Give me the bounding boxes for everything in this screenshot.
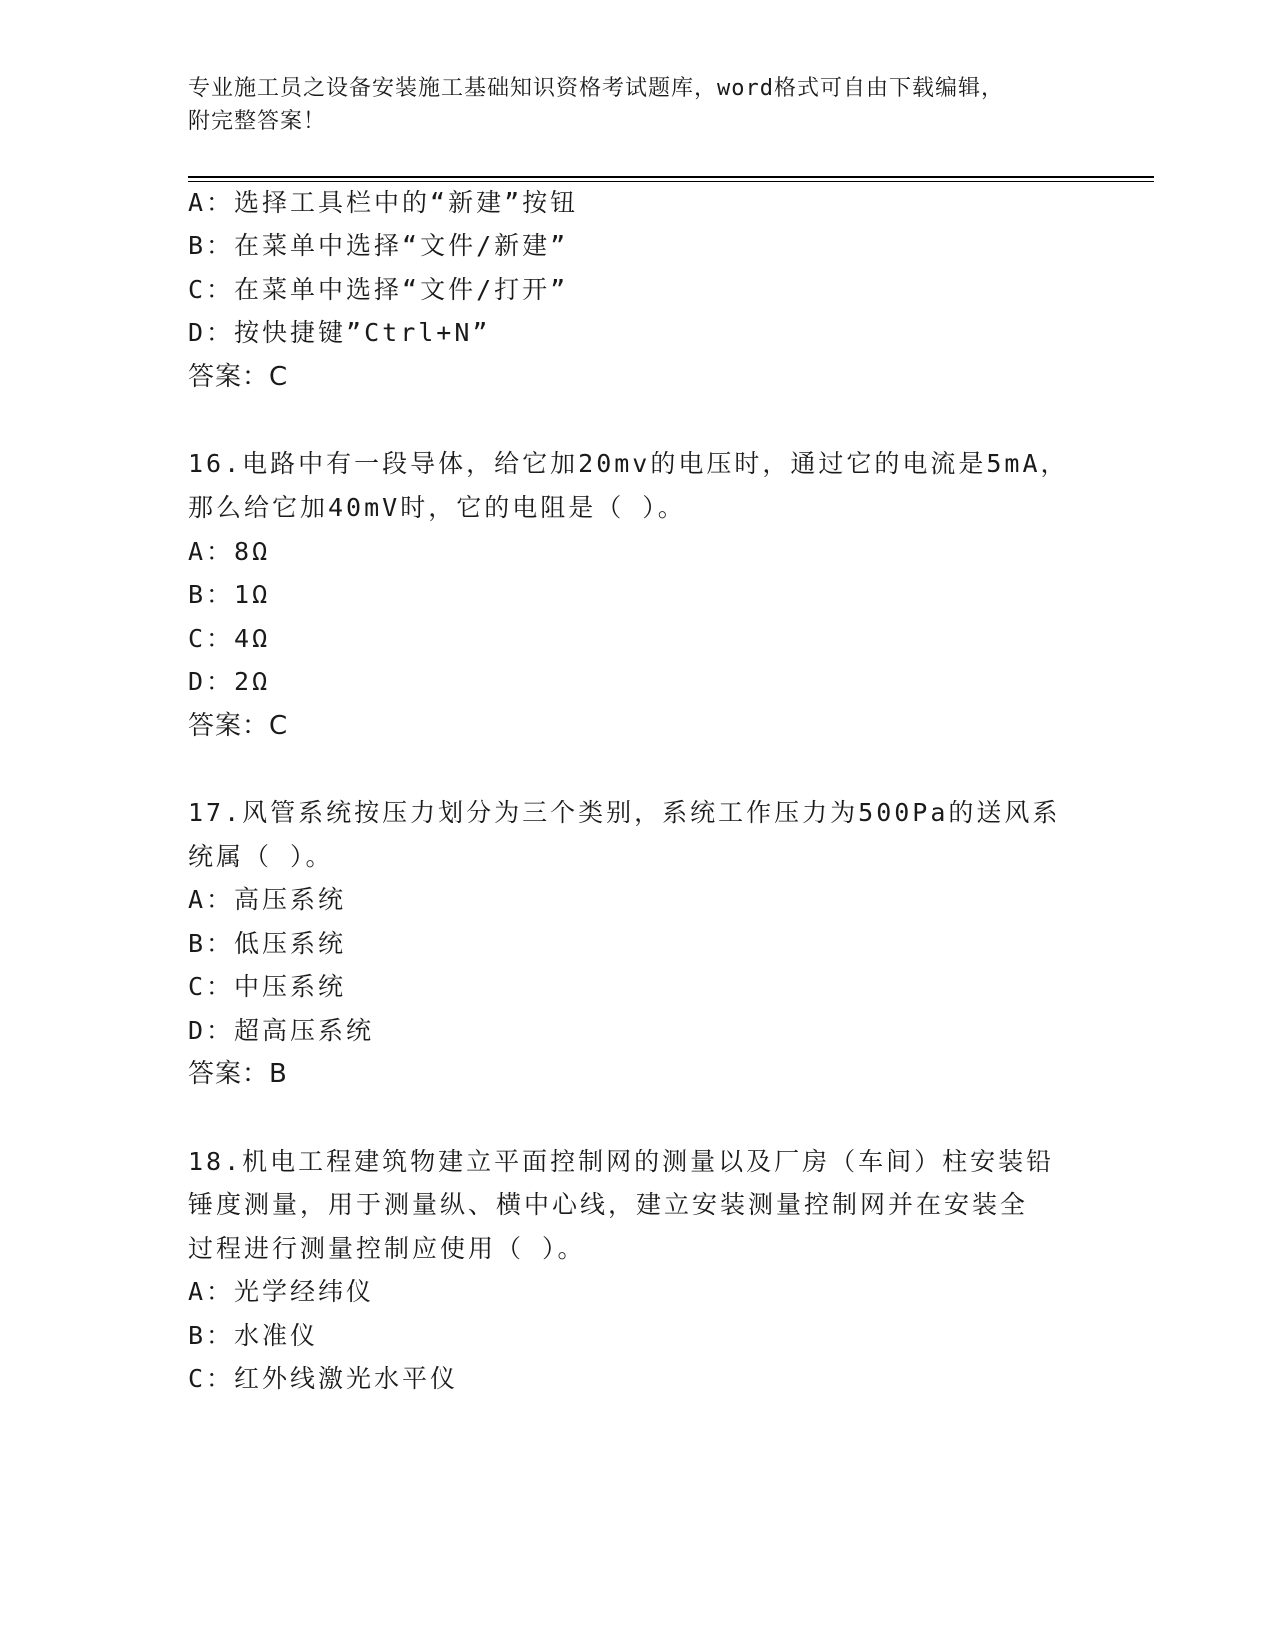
answer: 答案：B	[188, 1059, 288, 1089]
document-header	[188, 72, 1078, 138]
question-17-stem-line-1: 17.风管系统按压力划分为三个类别，系统工作压力为500Pa的送风系	[188, 798, 1061, 827]
option-b: B：1Ω	[188, 580, 271, 609]
option-d: D：2Ω	[188, 667, 271, 696]
header-line-1: 专业施工员之设备安装施工基础知识资格考试题库，word格式可自由下载编辑，	[188, 76, 1004, 101]
option-b: B：水准仪	[188, 1321, 319, 1350]
question-18-stem-line-1: 18.机电工程建筑物建立平面控制网的测量以及厂房（车间）柱安装铅	[188, 1147, 1055, 1176]
question-18-stem-line-3: 过程进行测量控制应使用（ ）。	[188, 1234, 586, 1263]
option-a: A：高压系统	[188, 885, 347, 914]
option-d: D：超高压系统	[188, 1016, 375, 1045]
option-d: D：按快捷键”Ctrl+N”	[188, 318, 491, 347]
option-a: A：选择工具栏中的“新建”按钮	[188, 188, 579, 217]
answer: 答案：C	[188, 362, 289, 392]
question-18-stem-line-2: 锤度测量，用于测量纵、横中心线，建立安装测量控制网并在安装全	[188, 1190, 1029, 1219]
option-c: C：中压系统	[188, 972, 347, 1001]
option-b: B：低压系统	[188, 929, 347, 958]
header-line-2: 附完整答案！	[188, 109, 327, 134]
option-c: C：在菜单中选择“文件/打开”	[188, 275, 569, 304]
question-17-stem-line-2: 统属（ ）。	[188, 842, 334, 871]
option-a: A：8Ω	[188, 537, 271, 566]
question-16-stem-line-2: 那么给它加40mV时，它的电阻是（ ）。	[188, 493, 686, 522]
option-a: A：光学经纬仪	[188, 1277, 375, 1306]
option-c: C：红外线激光水平仪	[188, 1364, 459, 1393]
option-b: B：在菜单中选择“文件/新建”	[188, 231, 569, 260]
question-16-stem-line-1: 16.电路中有一段导体，给它加20mv的电压时，通过它的电流是5mA，	[188, 449, 1069, 478]
answer: 答案：C	[188, 711, 289, 741]
option-c: C：4Ω	[188, 624, 271, 653]
